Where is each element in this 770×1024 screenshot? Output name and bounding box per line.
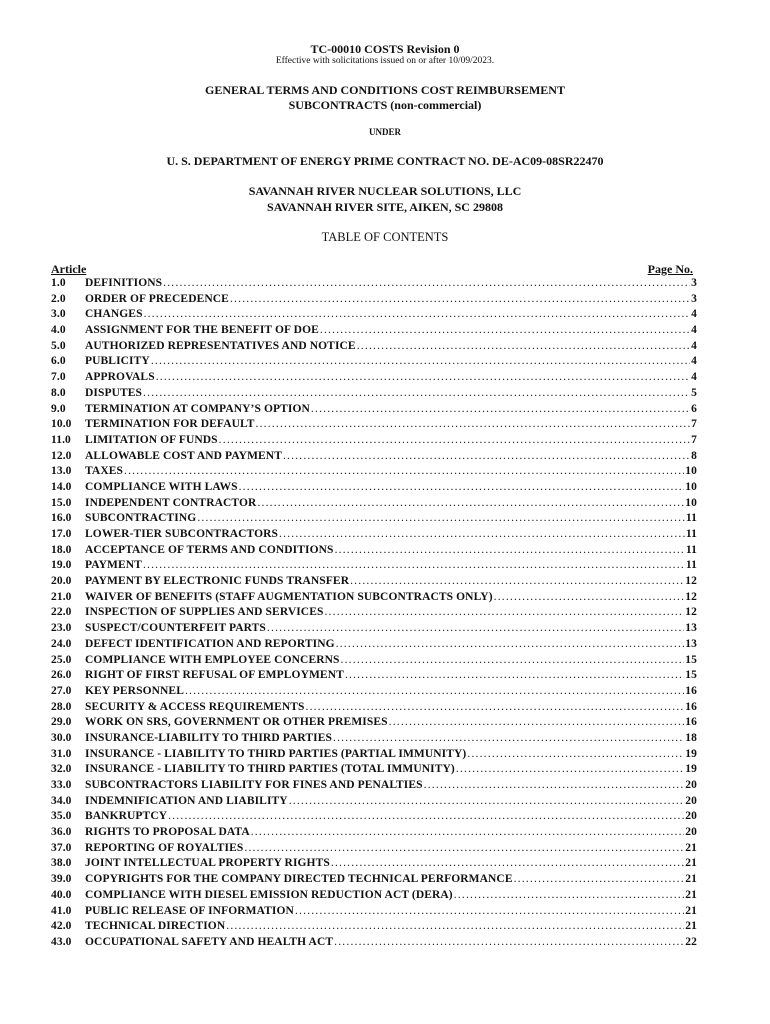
toc-entry-page: 21: [685, 920, 697, 933]
toc-dot-leader: [494, 591, 685, 603]
toc-entry-page: 4: [691, 371, 697, 384]
toc-entry-title: COMPLIANCE WITH EMPLOYEE CONCERNS: [85, 653, 340, 666]
toc-entry-title: SUSPECT/COUNTERFEIT PARTS: [85, 622, 266, 635]
table-of-contents: [51, 277, 697, 952]
document-title: TC-00010 COSTS Revision 0: [310, 42, 460, 56]
toc-entry-page: 20: [685, 810, 697, 823]
toc-dot-leader: [335, 544, 685, 556]
toc-entry-number: 16.0: [51, 512, 72, 525]
toc-entry-number: 1.0: [51, 277, 66, 289]
toc-entry-number: 15.0: [51, 496, 72, 509]
toc-entry-page: 11: [685, 512, 697, 525]
toc-entry[interactable]: [51, 622, 697, 638]
toc-entry-title: TERMINATION FOR DEFAULT: [85, 418, 255, 431]
toc-entry-page: 22: [685, 935, 697, 948]
toc-entry-number: 24.0: [51, 637, 72, 650]
toc-entry-title: TECHNICAL DIRECTION: [85, 920, 226, 933]
toc-entry-title: ALLOWABLE COST AND PAYMENT: [85, 449, 282, 462]
toc-entry-number: 42.0: [51, 920, 72, 933]
toc-entry-page: 4: [691, 308, 697, 321]
toc-page-header: Page No.: [647, 262, 693, 276]
toc-entry[interactable]: [51, 889, 697, 905]
toc-entry-page: 13: [685, 637, 697, 650]
toc-entry-page: 10: [685, 496, 697, 509]
toc-entry-title: LOWER-TIER SUBCONTRACTORS: [85, 528, 279, 540]
toc-entry-number: 22.0: [51, 606, 72, 619]
toc-entry-title: PUBLICITY: [85, 355, 150, 368]
toc-entry-title: CHANGES: [85, 308, 143, 321]
effective-date-note: Effective with solicitations issued on or after 10/09/2023.: [275, 56, 495, 66]
toc-entry-number: 23.0: [51, 622, 72, 635]
toc-entry[interactable]: [51, 481, 697, 497]
toc-entry-title: OCCUPATIONAL SAFETY AND HEALTH ACT: [85, 935, 334, 948]
toc-entry-page: 10: [685, 465, 697, 478]
toc-entry[interactable]: [51, 685, 697, 701]
company-name: SAVANNAH RIVER NUCLEAR SOLUTIONS, LLC: [248, 184, 522, 198]
toc-entry-title: ACCEPTANCE OF TERMS AND CONDITIONS: [85, 543, 334, 556]
toc-entry[interactable]: [51, 387, 697, 403]
toc-entry-number: 2.0: [51, 292, 66, 305]
toc-dot-leader: [256, 418, 691, 430]
toc-entry[interactable]: [51, 355, 697, 371]
toc-entry-page: 15: [685, 653, 697, 666]
toc-entry-number: 4.0: [51, 324, 66, 337]
toc-entry-number: 18.0: [51, 543, 72, 556]
toc-entry-title: INSPECTION OF SUPPLIES AND SERVICES: [85, 606, 324, 619]
toc-entry[interactable]: [51, 638, 697, 654]
prime-contract-heading: U. S. DEPARTMENT OF ENERGY PRIME CONTRACT NO. DE-AC09-08SR22470: [166, 154, 604, 168]
toc-entry-page: 11: [685, 559, 697, 572]
toc-entry-number: 33.0: [51, 779, 72, 791]
toc-entry[interactable]: [51, 606, 697, 622]
toc-entry-title: ASSIGNMENT FOR THE BENEFIT OF DOE: [85, 324, 319, 337]
toc-entry-title: RIGHTS TO PROPOSAL DATA: [85, 826, 250, 839]
toc-entry-title: WORK ON SRS, GOVERNMENT OR OTHER PREMISES: [85, 716, 388, 729]
toc-entry-title: SUBCONTRACTORS LIABILITY FOR FINES AND PENALTIES: [85, 779, 423, 791]
toc-dot-leader: [295, 905, 684, 917]
toc-dot-leader: [345, 669, 684, 681]
toc-entry-title: TERMINATION AT COMPANY’S OPTION: [85, 402, 310, 415]
toc-entry[interactable]: [51, 795, 697, 811]
toc-entry-title: REPORTING OF ROYALTIES: [85, 841, 244, 854]
toc-entry-number: 29.0: [51, 716, 72, 729]
toc-entry-number: 39.0: [51, 873, 72, 886]
toc-entry-number: 10.0: [51, 418, 72, 431]
toc-dot-leader: [357, 340, 690, 352]
toc-dot-leader: [156, 371, 690, 383]
toc-entry-page: 16: [685, 684, 697, 697]
toc-entry-page: 11: [685, 543, 697, 556]
toc-entry[interactable]: [51, 826, 697, 842]
toc-entry-title: PAYMENT: [85, 559, 142, 572]
toc-entry-page: 3: [691, 277, 697, 289]
toc-entry-number: 36.0: [51, 826, 72, 839]
toc-dot-leader: [143, 387, 690, 399]
toc-entry[interactable]: [51, 936, 697, 952]
toc-entry-page: 21: [685, 873, 697, 886]
toc-article-header: Article: [51, 262, 87, 276]
toc-entry-title: DEFINITIONS: [85, 277, 163, 289]
toc-entry-page: 20: [685, 794, 697, 807]
toc-entry[interactable]: [51, 340, 697, 356]
toc-entry[interactable]: [51, 920, 697, 936]
toc-entry-page: 12: [685, 606, 697, 619]
toc-entry[interactable]: [51, 559, 697, 575]
toc-dot-leader: [306, 701, 685, 713]
toc-entry-page: 21: [685, 888, 697, 901]
toc-entry-number: 19.0: [51, 559, 72, 572]
toc-entry-number: 37.0: [51, 841, 72, 854]
toc-entry-page: 16: [685, 716, 697, 729]
toc-entry[interactable]: [51, 528, 697, 544]
toc-dot-leader: [257, 497, 684, 509]
toc-dot-leader: [168, 810, 684, 822]
toc-entry-page: 19: [685, 747, 697, 760]
toc-entry-page: 16: [685, 700, 697, 713]
toc-dot-leader: [341, 654, 685, 666]
toc-entry-number: 26.0: [51, 669, 72, 682]
toc-dot-leader: [244, 842, 684, 854]
toc-entry-title: KEY PERSONNEL: [85, 684, 184, 697]
toc-entry[interactable]: [51, 779, 697, 795]
toc-entry-number: 25.0: [51, 653, 72, 666]
toc-entry[interactable]: [51, 701, 697, 717]
toc-entry-page: 21: [685, 841, 697, 854]
toc-entry-title: PAYMENT BY ELECTRONIC FUNDS TRANSFER: [85, 575, 350, 588]
toc-entry-page: 7: [691, 418, 697, 431]
toc-dot-leader: [251, 826, 685, 838]
toc-entry-number: 31.0: [51, 747, 72, 760]
toc-entry-page: 13: [685, 622, 697, 635]
toc-entry-page: 12: [685, 590, 697, 603]
toc-dot-leader: [283, 450, 690, 462]
toc-entry[interactable]: [51, 857, 697, 873]
toc-entry[interactable]: [51, 575, 697, 591]
toc-dot-leader: [324, 606, 684, 618]
toc-entry-page: 3: [691, 292, 697, 305]
gtc-heading-line-1: GENERAL TERMS AND CONDITIONS COST REIMBURSEMENT: [205, 83, 565, 97]
toc-entry-number: 41.0: [51, 904, 72, 917]
toc-dot-leader: [320, 324, 690, 336]
toc-entry[interactable]: [51, 873, 697, 889]
toc-entry-title: LIMITATION OF FUNDS: [85, 433, 218, 446]
toc-entry[interactable]: [51, 497, 697, 513]
toc-entry-number: 8.0: [51, 386, 66, 399]
toc-dot-leader: [219, 434, 690, 446]
toc-dot-leader: [336, 638, 685, 650]
toc-dot-leader: [334, 936, 684, 948]
toc-entry-title: BANKRUPTCY: [85, 810, 168, 823]
toc-entry[interactable]: [51, 716, 697, 732]
toc-entry-title: APPROVALS: [85, 371, 155, 384]
toc-entry-title: INDEMNIFICATION AND LIABILITY: [85, 794, 288, 807]
toc-entry-number: 9.0: [51, 402, 66, 415]
toc-entry-number: 20.0: [51, 575, 72, 588]
toc-entry-title: INDEPENDENT CONTRACTOR: [85, 496, 257, 509]
toc-entry-number: 5.0: [51, 339, 66, 352]
toc-dot-leader: [454, 889, 685, 901]
toc-entry[interactable]: [51, 654, 697, 670]
toc-entry[interactable]: [51, 324, 697, 340]
toc-entry-title: JOINT INTELLECTUAL PROPERTY RIGHTS: [85, 857, 330, 870]
toc-entry[interactable]: [51, 403, 697, 419]
toc-dot-leader: [124, 465, 684, 477]
toc-entry-page: 21: [685, 904, 697, 917]
toc-dot-leader: [350, 575, 684, 587]
toc-entry[interactable]: [51, 465, 697, 481]
toc-entry-number: 21.0: [51, 590, 72, 603]
toc-entry-title: WAIVER OF BENEFITS (STAFF AUGMENTATION SUBCONTRACTS ONLY): [85, 590, 493, 603]
toc-entry[interactable]: [51, 732, 697, 748]
toc-entry-page: 4: [691, 324, 697, 337]
toc-entry-title: INSURANCE - LIABILITY TO THIRD PARTIES (TOTAL IMMUNITY): [85, 763, 455, 776]
gtc-heading-line-2: SUBCONTRACTS (non-commercial): [288, 98, 482, 112]
toc-entry[interactable]: [51, 591, 697, 607]
under-label: UNDER: [368, 127, 401, 137]
toc-entry-number: 7.0: [51, 371, 66, 384]
toc-entry-number: 30.0: [51, 731, 72, 744]
toc-entry-number: 43.0: [51, 935, 72, 948]
toc-entry-title: RIGHT OF FIRST REFUSAL OF EMPLOYMENT: [85, 669, 344, 682]
toc-dot-leader: [143, 559, 685, 571]
toc-entry-page: 4: [691, 355, 697, 368]
toc-entry-number: 14.0: [51, 480, 72, 493]
toc-entry-title: SUBCONTRACTING: [85, 512, 197, 525]
toc-dot-leader: [144, 308, 691, 320]
toc-dot-leader: [151, 355, 690, 367]
toc-entry-title: AUTHORIZED REPRESENTATIVES AND NOTICE: [85, 339, 356, 352]
toc-entry-page: 18: [685, 731, 697, 744]
toc-entry[interactable]: [51, 763, 697, 779]
toc-dot-leader: [456, 763, 684, 775]
toc-dot-leader: [333, 732, 684, 744]
toc-entry[interactable]: [51, 669, 697, 685]
toc-entry-number: 34.0: [51, 794, 72, 807]
toc-entry-title: INSURANCE - LIABILITY TO THIRD PARTIES (PARTIAL IMMUNITY): [85, 747, 467, 760]
toc-entry-page: 19: [685, 763, 697, 776]
toc-entry-number: 17.0: [51, 528, 72, 540]
toc-entry-number: 35.0: [51, 810, 72, 823]
toc-entry-page: 8: [691, 449, 697, 462]
toc-dot-leader: [331, 857, 684, 869]
toc-entry-title: COMPLIANCE WITH DIESEL EMISSION REDUCTION ACT (DERA): [85, 888, 453, 901]
site-address: SAVANNAH RIVER SITE, AIKEN, SC 29808: [267, 200, 503, 214]
toc-entry-title: DEFECT IDENTIFICATION AND REPORTING: [85, 637, 335, 650]
toc-entry-number: 40.0: [51, 888, 72, 901]
toc-entry-page: 7: [691, 433, 697, 446]
toc-entry[interactable]: [51, 842, 697, 858]
toc-dot-leader: [279, 528, 685, 540]
toc-dot-leader: [514, 873, 685, 885]
toc-entry-number: 12.0: [51, 449, 72, 462]
toc-entry-number: 11.0: [51, 433, 71, 446]
toc-entry[interactable]: [51, 371, 697, 387]
toc-dot-leader: [239, 481, 685, 493]
toc-entry-page: 21: [685, 857, 697, 870]
toc-dot-leader: [163, 277, 690, 289]
toc-entry-page: 20: [685, 779, 697, 791]
toc-dot-leader: [226, 920, 684, 932]
toc-entry-page: 6: [691, 402, 697, 415]
toc-entry-title: COPYRIGHTS FOR THE COMPANY DIRECTED TECHNICAL PERFORMANCE: [85, 873, 513, 886]
toc-entry[interactable]: [51, 450, 697, 466]
toc-entry[interactable]: [51, 277, 697, 293]
toc-entry[interactable]: [51, 512, 697, 528]
toc-entry-number: 38.0: [51, 857, 72, 870]
toc-entry-title: COMPLIANCE WITH LAWS: [85, 480, 238, 493]
toc-dot-leader: [424, 779, 685, 791]
toc-entry-page: 20: [685, 826, 697, 839]
toc-entry-title: ORDER OF PRECEDENCE: [85, 292, 229, 305]
toc-dot-leader: [467, 748, 684, 760]
toc-entry-number: 32.0: [51, 763, 72, 776]
toc-entry-number: 27.0: [51, 684, 72, 697]
toc-dot-leader: [197, 512, 685, 524]
toc-title: TABLE OF CONTENTS: [321, 230, 449, 244]
toc-entry[interactable]: [51, 434, 697, 450]
toc-entry-page: 10: [685, 480, 697, 493]
toc-dot-leader: [185, 685, 684, 697]
toc-entry-page: 12: [685, 575, 697, 588]
toc-entry[interactable]: [51, 308, 697, 324]
toc-dot-leader: [389, 716, 685, 728]
toc-entry-number: 3.0: [51, 308, 66, 321]
toc-entry-page: 15: [685, 669, 697, 682]
toc-entry-title: DISPUTES: [85, 386, 143, 399]
toc-entry[interactable]: [51, 748, 697, 764]
toc-entry[interactable]: [51, 293, 697, 309]
toc-entry-page: 4: [691, 339, 697, 352]
toc-dot-leader: [230, 293, 690, 305]
toc-entry[interactable]: [51, 418, 697, 434]
toc-entry[interactable]: [51, 544, 697, 560]
toc-entry[interactable]: [51, 905, 697, 921]
toc-dot-leader: [311, 403, 690, 415]
toc-dot-leader: [289, 795, 685, 807]
toc-entry-number: 6.0: [51, 355, 66, 368]
toc-entry-page: 11: [685, 528, 697, 540]
toc-entry-title: TAXES: [85, 465, 123, 478]
toc-entry-number: 13.0: [51, 465, 72, 478]
toc-entry-number: 28.0: [51, 700, 72, 713]
toc-entry-page: 5: [691, 386, 697, 399]
toc-entry-title: INSURANCE-LIABILITY TO THIRD PARTIES: [85, 731, 332, 744]
toc-entry-title: SECURITY & ACCESS REQUIREMENTS: [85, 700, 305, 713]
toc-dot-leader: [267, 622, 684, 634]
toc-entry[interactable]: [51, 810, 697, 826]
toc-entry-title: PUBLIC RELEASE OF INFORMATION: [85, 904, 294, 917]
